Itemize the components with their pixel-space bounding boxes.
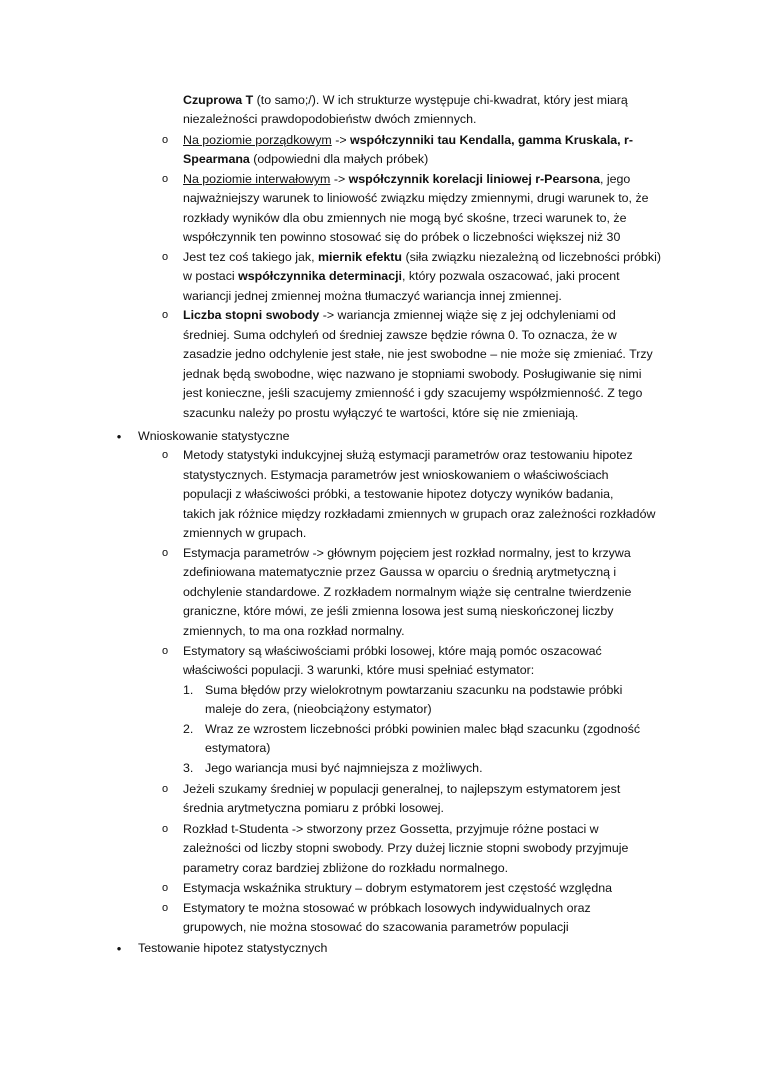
text-span: (siła związku niezależną od liczebności próbki): [402, 250, 661, 264]
list-number: 3.: [183, 761, 194, 775]
text-line: wariancji jednej zmiennej można tłumaczyć wariancja innej zmiennej.: [183, 289, 562, 303]
list-number: 1.: [183, 683, 194, 697]
text-line: niezależności prawdopodobieństw dwóch zmiennych.: [183, 112, 477, 126]
text-line: Estymatory te można stosować w próbkach losowych indywidualnych oraz: [183, 901, 591, 915]
text-line: [183, 306, 616, 325]
text-line: grupowych, nie można stosować do szacowania parametrów populacji: [183, 920, 569, 934]
bullet: •: [116, 941, 122, 956]
bullet: •: [116, 429, 122, 444]
sub-bullet: o: [161, 645, 169, 657]
bold-term: współczynnika determinacji: [238, 269, 402, 283]
sub-bullet: o: [161, 309, 169, 321]
sub-bullet: o: [161, 547, 169, 559]
sub-bullet: o: [161, 882, 169, 894]
section-heading: Testowanie hipotez statystycznych: [138, 941, 328, 955]
text-line: maleje do zera, (nieobciążony estymator): [205, 702, 432, 716]
text-line: Estymatory są właściwościami próbki losowej, które mają pomóc oszacować: [183, 644, 602, 658]
text-line: estymatora): [205, 741, 271, 755]
sub-bullet: o: [161, 449, 169, 461]
bold-term: Spearmana: [183, 152, 250, 166]
sub-bullet: o: [161, 783, 169, 795]
text-line: Metody statystyki indukcyjnej służą estymacji parametrów oraz testowaniu hipotez: [183, 448, 633, 462]
text-line: Wraz ze wzrostem liczebności próbki powinien malec błąd szacunku (zgodność: [205, 722, 641, 736]
text-line: zmiennych w grupach.: [183, 526, 307, 540]
text-span: (odpowiedni dla małych próbek): [249, 152, 429, 166]
text-line: średnia arytmetyczna pomiaru z próbki losowej.: [183, 801, 445, 815]
text-line: Estymacja wskaźnika struktury – dobrym estymatorem jest częstość względna: [183, 881, 613, 895]
text-line: jednak będą swobodne, więc nazwano je stopniami swobody. Posługiwanie się nimi: [183, 367, 642, 381]
sub-bullet: o: [161, 134, 169, 146]
bold-term: współczynniki tau Kendalla, gamma Kruskala, r-: [350, 133, 634, 147]
bold-term: Liczba stopni swobody: [183, 308, 320, 322]
text-line: jest konieczne, jeśli szacujemy zmienność i gdy szacujemy współzmienność. Z tego: [183, 386, 643, 400]
text-line: Suma błędów przy wielokrotnym powtarzaniu szacunku na podstawie próbki: [205, 683, 623, 697]
text-line: Jeżeli szukamy średniej w populacji generalnej, to najlepszym estymatorem jest: [183, 782, 621, 796]
text-line: zdefiniowana matematycznie przez Gaussa w oparciu o średnią arytmetyczną i: [183, 565, 617, 579]
text-line: rozkłady wyników dla obu zmiennych nie mogą być skośne, trzeci warunek to, że: [183, 211, 627, 225]
text-line: współczynnik ten powinno stosować się do próbek o liczebności większej niż 30: [183, 230, 621, 244]
sub-bullet: o: [161, 823, 169, 835]
text-line: najważniejszy warunek to liniowość związku między zmiennymi, drugi warunek to, że: [183, 191, 649, 205]
text-line: statystycznych. Estymacja parametrów jest wnioskowaniem o właściwościach: [183, 468, 609, 482]
text-line: Jego wariancja musi być najmniejsza z możliwych.: [205, 761, 483, 775]
text-line: Rozkład t-Studenta -> stworzony przez Gossetta, przyjmuje różne postaci w: [183, 822, 599, 836]
text-line: populacji z właściwości próbki, a testowanie hipotez dotyczy wyników badania,: [183, 487, 614, 501]
text-line: [183, 170, 630, 189]
sub-bullet: o: [161, 902, 169, 914]
text-span: , jego: [599, 172, 631, 186]
text-line: [183, 150, 428, 169]
text-line: [183, 248, 661, 267]
text-line: zależności od liczby stopni swobody. Przy dużej licznie stopni swobody przyjmuje: [183, 841, 629, 855]
text-line: [183, 91, 628, 110]
text-line: odchylenie standardowe. Z rozkładem normalnym wiąże się centralne twierdzenie: [183, 585, 632, 599]
bold-term: miernik efektu: [317, 250, 402, 264]
text-line: takich jak różnice między rozkładami zmiennych w grupach oraz zależności rozkładów: [183, 507, 656, 521]
text-line: zasadzie jedno odchylenie jest stałe, nie jest swobodne – nie może się zmieniać. Trzy: [183, 347, 653, 361]
text-span: , który pozwala oszacować, jaki procent: [401, 269, 620, 283]
text-span: w postaci: [183, 269, 239, 283]
text-span: ->: [331, 133, 350, 147]
text-line: [183, 131, 633, 150]
text-line: właściwości populacji. 3 warunki, które musi spełniać estymator:: [183, 663, 535, 677]
underlined-term: Na poziomie interwałowym: [183, 172, 331, 186]
list-number: 2.: [183, 722, 194, 736]
text-span: Jest tez coś takiego jak,: [183, 250, 318, 264]
text-line: szacunku należy po prostu wyłączyć te wartości, które się nie zmieniają.: [183, 406, 579, 420]
text-span: ->: [330, 172, 349, 186]
text-line: Estymacja parametrów -> głównym pojęciem jest rozkład normalny, jest to krzywa: [183, 546, 631, 560]
text-line: średniej. Suma odchyleń od średniej zawsze będzie równa 0. To oznacza, że w: [183, 328, 617, 342]
text-line: parametry coraz bardziej zbliżone do rozkładu normalnego.: [183, 861, 509, 875]
section-heading: Wnioskowanie statystyczne: [138, 429, 290, 443]
text-line: graniczne, które mówi, ze jeśli zmienna losowa jest sumą nieskończonej liczby: [183, 604, 614, 618]
sub-bullet: o: [161, 251, 169, 263]
underlined-term: Na poziomie porządkowym: [183, 133, 332, 147]
bold-term: Czuprowa T: [183, 93, 254, 107]
bold-term: współczynnik korelacji liniowej r-Pearsona: [348, 172, 600, 186]
text-span: (to samo;/). W ich strukturze występuje chi-kwadrat, który jest miarą: [253, 93, 628, 107]
text-span: -> wariancja zmiennej wiąże się z jej odchyleniami od: [319, 308, 616, 322]
text-line: zmiennych, to ma ona rozkład normalny.: [183, 624, 405, 638]
sub-bullet: o: [161, 173, 169, 185]
text-line: [183, 267, 620, 286]
